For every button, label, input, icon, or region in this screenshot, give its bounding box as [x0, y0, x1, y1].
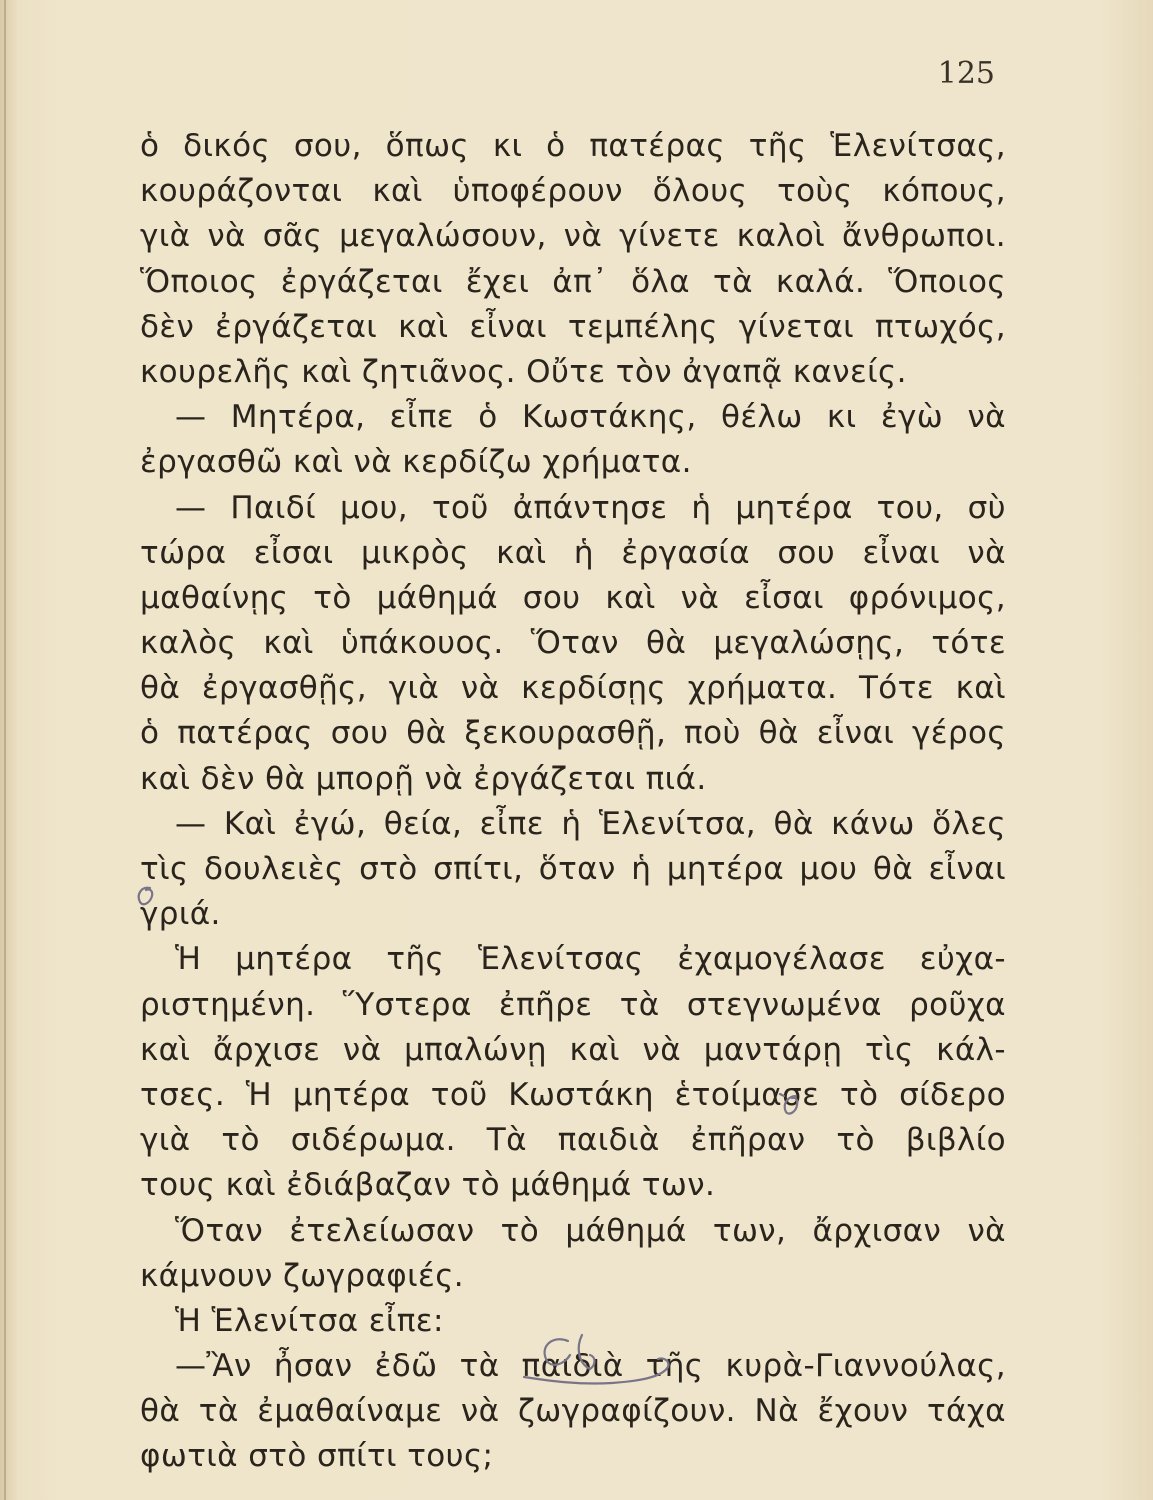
text-line: Ἡ μητέρα τῆς Ἑλενίτσας ἐχαμογέλασε εὐχα-: [175, 941, 1006, 978]
text-line: ὁ πατέρας σου θὰ ξεκουρασθῇ, ποὺ θὰ εἶναι γέρος: [140, 715, 1006, 752]
text-line: — Καὶ ἐγώ, θεία, εἶπε ἡ Ἑλενίτσα, θὰ κάνω ὅλες: [175, 805, 1006, 842]
text-line: μαθαίνῃς τὸ μάθημά σου καὶ νὰ εἶσαι φρόνιμος,: [140, 579, 1006, 616]
text-line: κουράζονται καὶ ὑποφέρουν ὅλους τοὺς κόπους,: [140, 173, 1006, 210]
text-line: καὶ δὲν θὰ μπορῇ νὰ ἐργάζεται πιά.: [140, 760, 707, 797]
text-line: τσες. Ἡ μητέρα τοῦ Κωστάκη ἑτοίμασε τὸ σίδερο: [140, 1076, 1006, 1113]
text-line: γιὰ τὸ σιδέρωμα. Τὰ παιδιὰ ἐπῆραν τὸ βιβλίο: [140, 1122, 1006, 1159]
text-line: — Μητέρα, εἶπε ὁ Κωστάκης, θέλω κι ἐγὼ νὰ: [175, 399, 1006, 436]
text-line: Ὅταν ἐτελείωσαν τὸ μάθημά των, ἄρχισαν νὰ: [175, 1212, 1006, 1249]
text-line: θὰ ἐργασθῇς, γιὰ νὰ κερδίσῃς χρήματα. Τότε καὶ: [140, 670, 1006, 707]
text-line: τους καὶ ἐδιάβαζαν τὸ μάθημά των.: [140, 1167, 716, 1204]
text-line: —Ἂν ἦσαν ἐδῶ τὰ παιδιὰ τῆς κυρὰ-Γιαννούλας,: [175, 1348, 1006, 1385]
page-number: 125: [937, 56, 995, 91]
text-line: κάμνουν ζωγραφιές.: [140, 1257, 465, 1294]
text-line: — Παιδί μου, τοῦ ἀπάντησε ἡ μητέρα του, σὺ: [175, 489, 1006, 526]
text-line: ριστημένη. Ὕστερα ἐπῆρε τὰ στεγνωμένα ροῦχα: [140, 986, 1006, 1023]
text-line: θὰ τὰ ἐμαθαίναμε νὰ ζωγραφίζουν. Νὰ ἔχουν τάχα: [140, 1393, 1006, 1430]
text-line: γιὰ νὰ σᾶς μεγαλώσουν, νὰ γίνετε καλοὶ ἄνθρωποι.: [140, 218, 1006, 255]
text-line: ὁ δικός σου, ὅπως κι ὁ πατέρας τῆς Ἑλενίτσας,: [140, 128, 1006, 164]
text-line: καὶ ἄρχισε νὰ μπαλώνῃ καὶ νὰ μαντάρῃ τὶς κάλ-: [140, 1031, 1006, 1068]
text-line: Ἡ Ἑλενίτσα εἶπε:: [175, 1302, 444, 1339]
text-line: δὲν ἐργάζεται καὶ εἶναι τεμπέλης γίνεται πτωχός,: [140, 308, 1006, 345]
text-line: τὶς δουλειὲς στὸ σπίτι, ὅταν ἡ μητέρα μου θὰ εἶναι: [140, 851, 1006, 887]
text-line: καλὸς καὶ ὑπάκουος. Ὅταν θὰ μεγαλώσῃς, τότε: [140, 625, 1006, 662]
text-line: γριά.: [140, 896, 221, 933]
page-edge: [4, 0, 6, 1500]
text-line: κουρελῆς καὶ ζητιᾶνος. Οὔτε τὸν ἀγαπᾷ κανείς.: [140, 353, 907, 390]
body-text: [140, 124, 1006, 1480]
text-line: Ὅποιος ἐργάζεται ἔχει ἀπ᾽ ὅλα τὰ καλά. Ὅποιος: [140, 263, 1006, 300]
text-line: ἐργασθῶ καὶ νὰ κερδίζω χρήματα.: [140, 444, 692, 481]
text-line: τώρα εἶσαι μικρὸς καὶ ἡ ἐργασία σου εἶναι νὰ: [140, 534, 1006, 571]
text-line: φωτιὰ στὸ σπίτι τους;: [140, 1438, 494, 1475]
